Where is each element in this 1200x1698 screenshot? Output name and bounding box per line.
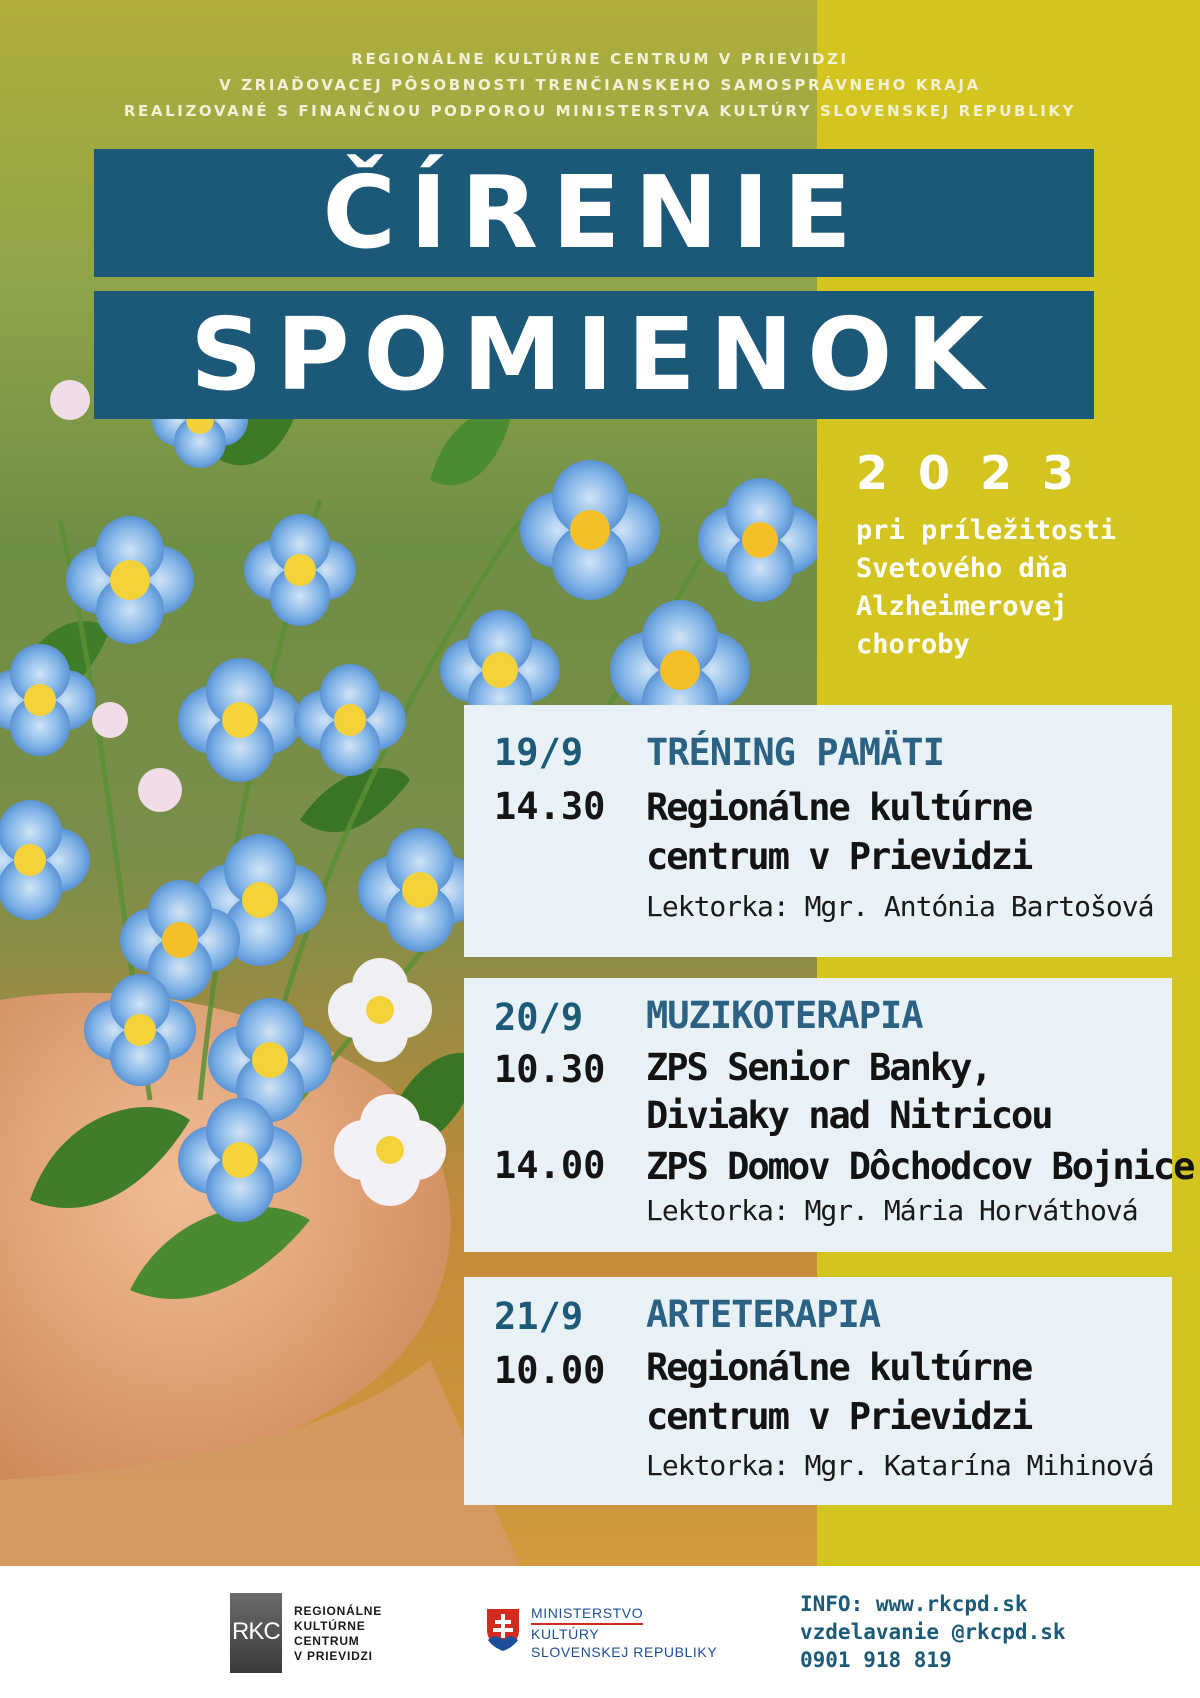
event-venue-line: Diviaky nad Nitricou [646, 1094, 1052, 1137]
organizer-header [0, 46, 1200, 124]
rkc-name-line: REGIONÁLNE [294, 1604, 383, 1618]
event-title: MUZIKOTERAPIA [646, 994, 923, 1037]
event-lecturer: Lektorka: Mgr. Mária Horváthová [646, 1194, 1138, 1227]
rkc-logo-icon [230, 1593, 282, 1673]
organizer-line-3: REALIZOVANÉ S FINANČNOU PODPOROU MINISTERSTVA KULTÚRY SLOVENSKEJ REPUBLIKY [123, 102, 1077, 120]
event-date: 21/9 [494, 1295, 584, 1338]
contact-website[interactable]: INFO: www.rkcpd.sk [800, 1592, 1028, 1616]
rkc-name [294, 1604, 382, 1664]
ministry-line: SLOVENSKEJ REPUBLIKY [531, 1644, 718, 1660]
rkc-name-line: CENTRUM [294, 1634, 360, 1648]
contact-email[interactable]: vzdelavanie @rkcpd.sk [800, 1620, 1066, 1644]
event-time: 14.30 [494, 785, 606, 828]
ministry-line: MINISTERSTVO [531, 1604, 643, 1625]
event-venue-line: centrum v Prievidzi [646, 835, 1032, 878]
event-time: 10.00 [494, 1349, 606, 1392]
event-title: TRÉNING PAMÄTI [646, 731, 944, 774]
event-venue-second: ZPS Domov Dôchodcov Bojnice [646, 1145, 1194, 1188]
title-line-2: SPOMIENOK [94, 291, 1094, 419]
rkc-name-line: KULTÚRNE [294, 1619, 366, 1633]
event-card-memory-training [464, 705, 1172, 957]
organizer-line-2: V ZRIAĎOVACEJ PÔSOBNOSTI TRENČIANSKEHO SAMOSPRÁVNEHO KRAJA [219, 76, 981, 94]
event-year: 2023 [856, 446, 1105, 500]
organizer-line-1: REGIONÁLNE KULTÚRNE CENTRUM V PRIEVIDZI [351, 50, 849, 68]
event-time: 10.30 [494, 1048, 606, 1091]
occasion-line: choroby [856, 629, 970, 660]
ministry-line: KULTÚRY [531, 1626, 600, 1642]
title-line-1: ČÍRENIE [94, 149, 1094, 277]
event-venue-line: ZPS Senior Banky, [646, 1046, 991, 1089]
event-lecturer: Lektorka: Mgr. Katarína Mihinová [646, 1449, 1154, 1482]
event-date: 19/9 [494, 731, 584, 774]
event-venue [646, 1343, 1031, 1441]
event-venue-line: centrum v Prievidzi [646, 1395, 1032, 1438]
slovak-crest-icon [484, 1606, 522, 1652]
occasion-line: pri príležitosti [856, 515, 1117, 546]
occasion-text [856, 512, 1116, 664]
event-card-art-therapy [464, 1277, 1172, 1505]
rkc-logo-letters: RKC [232, 1618, 280, 1645]
ministry-name [531, 1604, 717, 1661]
rkc-name-line: V PRIEVIDZI [294, 1649, 373, 1663]
occasion-line: Alzheimerovej [856, 591, 1068, 622]
contact-phone[interactable]: 0901 918 819 [800, 1648, 952, 1672]
event-venue-line: Regionálne kultúrne [646, 786, 1032, 829]
event-card-music-therapy [464, 978, 1194, 1252]
event-title: ARTETERAPIA [646, 1293, 881, 1336]
event-time-second: 14.00 [494, 1144, 606, 1187]
event-lecturer: Lektorka: Mgr. Antónia Bartošová [646, 890, 1154, 923]
event-date: 20/9 [494, 996, 584, 1039]
contact-info [800, 1590, 1066, 1674]
event-venue [646, 783, 1031, 881]
event-venue-line: Regionálne kultúrne [646, 1346, 1032, 1389]
event-venue [646, 1044, 1052, 1140]
occasion-line: Svetového dňa [856, 553, 1068, 584]
